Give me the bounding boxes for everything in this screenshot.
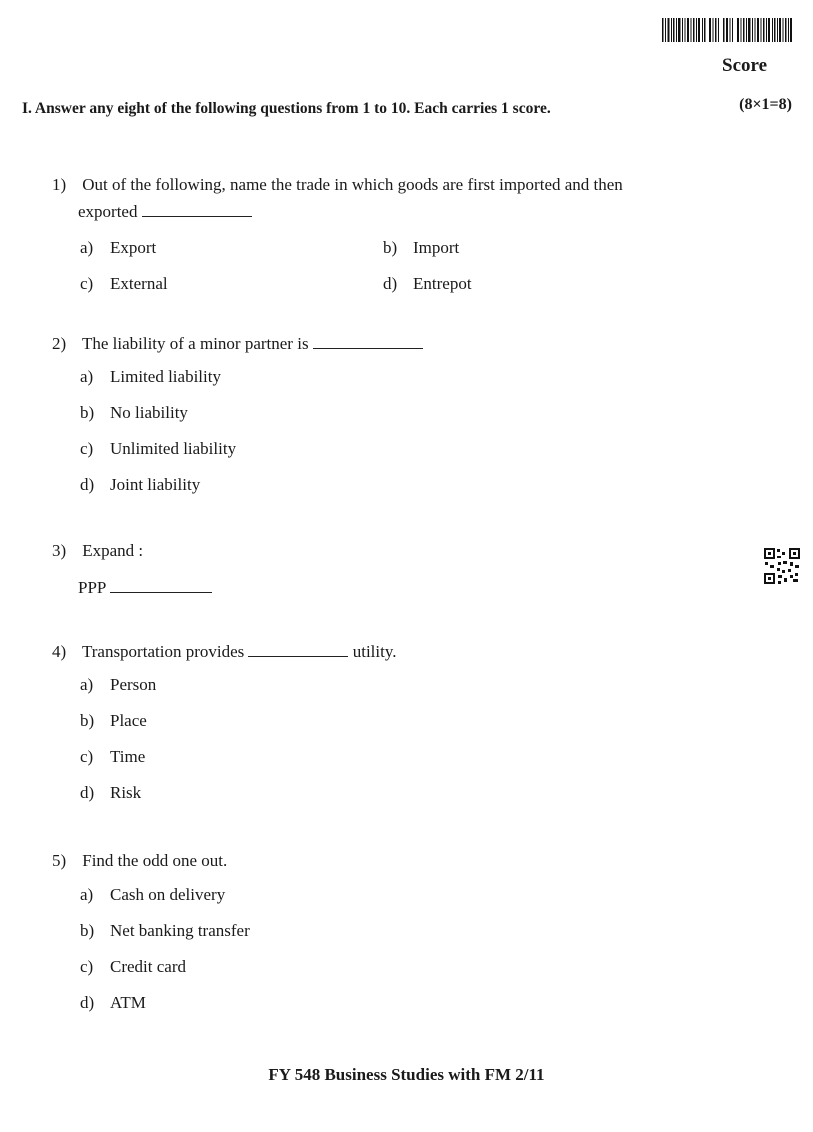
option-text: Person bbox=[110, 675, 157, 694]
option-item[interactable] bbox=[80, 475, 200, 495]
question-number: 1) bbox=[52, 175, 67, 194]
option-item[interactable] bbox=[383, 274, 472, 294]
option-item[interactable] bbox=[80, 885, 225, 905]
option-letter: a) bbox=[80, 885, 94, 904]
option-letter: b) bbox=[80, 403, 95, 422]
option-letter: b) bbox=[80, 711, 95, 730]
option-text: No liability bbox=[110, 403, 188, 422]
option-text: External bbox=[110, 274, 168, 293]
option-letter: b) bbox=[80, 921, 95, 940]
option-text: Joint liability bbox=[110, 475, 201, 494]
score-label: Score bbox=[722, 55, 768, 76]
option-text: Limited liability bbox=[110, 367, 221, 386]
option-letter: c) bbox=[80, 274, 94, 293]
answer-blank[interactable] bbox=[142, 198, 252, 217]
question-2 bbox=[52, 330, 742, 357]
qr-code-icon bbox=[763, 547, 801, 585]
option-item[interactable] bbox=[80, 403, 188, 423]
page-footer: FY 548 Business Studies with FM 2/11 bbox=[268, 1065, 545, 1084]
option-item[interactable] bbox=[80, 274, 168, 294]
option-text: Net banking transfer bbox=[110, 921, 250, 940]
question-text: Out of the following, name the trade in which goods are first imported and then bbox=[82, 175, 623, 194]
section-instruction-text: I. Answer any eight of the following questions from 1 to 10. Each carries 1 score. bbox=[22, 100, 551, 117]
question-text: Expand : bbox=[82, 541, 144, 560]
option-item[interactable] bbox=[383, 238, 459, 258]
option-item[interactable] bbox=[80, 783, 141, 803]
option-letter: a) bbox=[80, 675, 94, 694]
option-text: ATM bbox=[110, 993, 146, 1012]
answer-blank[interactable] bbox=[313, 330, 423, 349]
section-instruction bbox=[22, 96, 792, 118]
barcode-icon bbox=[662, 18, 792, 42]
question-text: The liability of a minor partner is bbox=[81, 334, 309, 353]
section-marks: (8×1=8) bbox=[739, 96, 792, 113]
question-number: 2) bbox=[52, 334, 67, 353]
option-item[interactable] bbox=[80, 921, 250, 941]
option-letter: d) bbox=[383, 274, 398, 293]
option-item[interactable] bbox=[80, 675, 156, 695]
question-4 bbox=[52, 638, 742, 665]
option-letter: b) bbox=[383, 238, 398, 257]
question-text-after: utility. bbox=[352, 642, 397, 661]
option-letter: c) bbox=[80, 747, 94, 766]
option-item[interactable] bbox=[80, 747, 145, 767]
expand-term bbox=[78, 574, 212, 598]
answer-blank[interactable] bbox=[248, 638, 348, 657]
question-text-continued: exported bbox=[78, 202, 138, 221]
option-item[interactable] bbox=[80, 711, 147, 731]
term-text: PPP bbox=[78, 578, 106, 597]
question-number: 3) bbox=[52, 541, 67, 560]
option-letter: c) bbox=[80, 439, 94, 458]
question-text: Find the odd one out. bbox=[82, 851, 228, 870]
option-text: Risk bbox=[110, 783, 142, 802]
answer-blank[interactable] bbox=[110, 574, 212, 593]
option-item[interactable] bbox=[80, 367, 221, 387]
option-text: Export bbox=[110, 238, 157, 257]
option-letter: d) bbox=[80, 993, 95, 1012]
option-text: Cash on delivery bbox=[110, 885, 226, 904]
question-1 bbox=[52, 172, 742, 225]
question-3 bbox=[52, 538, 742, 564]
option-text: Entrepot bbox=[413, 274, 472, 293]
option-letter: a) bbox=[80, 367, 94, 386]
option-text: Credit card bbox=[110, 957, 186, 976]
option-letter: a) bbox=[80, 238, 94, 257]
option-text: Unlimited liability bbox=[110, 439, 237, 458]
option-text: Import bbox=[413, 238, 460, 257]
option-item[interactable] bbox=[80, 993, 146, 1013]
question-5 bbox=[52, 848, 742, 874]
question-number: 4) bbox=[52, 642, 67, 661]
option-text: Time bbox=[110, 747, 146, 766]
option-letter: d) bbox=[80, 475, 95, 494]
option-item[interactable] bbox=[80, 439, 236, 459]
option-text: Place bbox=[110, 711, 147, 730]
option-item[interactable] bbox=[80, 957, 186, 977]
option-letter: c) bbox=[80, 957, 94, 976]
question-number: 5) bbox=[52, 851, 67, 870]
option-item[interactable] bbox=[80, 238, 156, 258]
option-letter: d) bbox=[80, 783, 95, 802]
question-text: Transportation provides bbox=[81, 642, 245, 661]
